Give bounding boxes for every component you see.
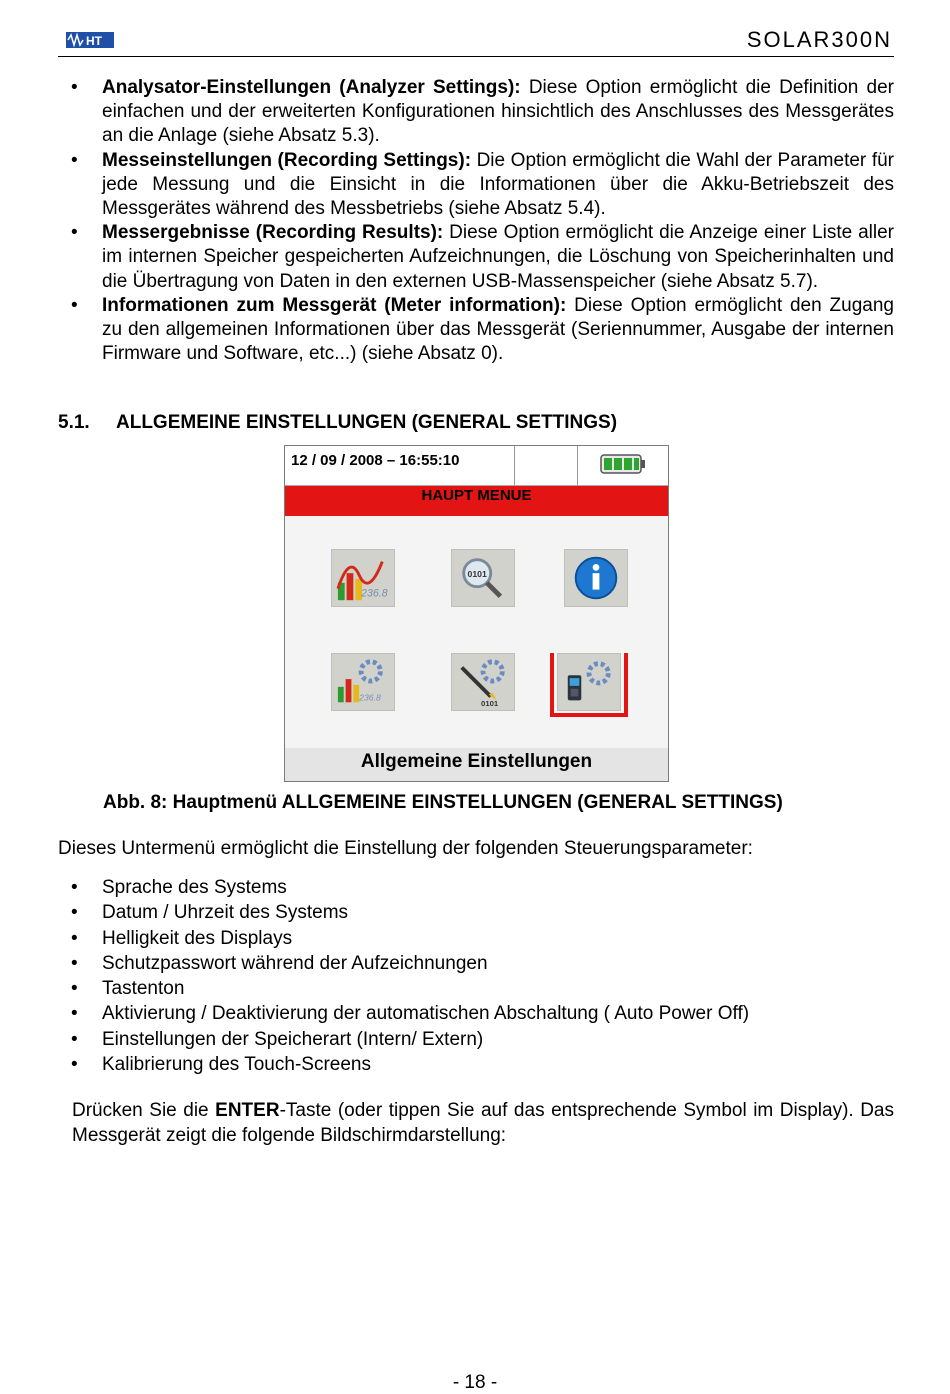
instruction-paragraph: Drücken Sie die ENTER-Taste (oder tippen Sie auf das entsprechende Symbol im Display). Das Messgerät zeigt die folgende Bildschirmdarstellung: — [72, 1100, 894, 1146]
logo-text: HT — [86, 34, 102, 48]
list-item: • Informationen zum Messgerät (Meter information): Diese Option ermöglicht den Zugang zu den allgemeinen Informationen über das Messgerät (Seriennummer, Ausgabe der internen Firmware und Software, etc...) (siehe Absatz 0). — [58, 294, 894, 367]
selected-item-label: Allgemeine Einstellungen — [360, 751, 593, 772]
list-item: • Schutzpasswort während der Aufzeichnungen — [58, 951, 894, 976]
section-number: 5.1. — [58, 412, 90, 433]
ht-logo-icon — [66, 32, 114, 48]
list-item: • Tastenton — [58, 976, 894, 1001]
list-item: • Datum / Uhrzeit des Systems — [58, 900, 894, 925]
svg-text:236.8: 236.8 — [359, 692, 381, 703]
figure-caption: Abb. 8: Hauptmenü ALLGEMEINE EINSTELLUNGEN (GENERAL SETTINGS) — [103, 792, 783, 813]
selection-highlight — [550, 653, 628, 717]
intro-text: Dieses Untermenü ermöglicht die Einstellung der folgenden Steuerungsparameter: — [58, 838, 753, 859]
settings-list — [58, 875, 894, 1077]
recording-settings-icon[interactable] — [451, 653, 515, 711]
svg-text:0101: 0101 — [481, 699, 499, 709]
list-item: • Einstellungen der Speicherart (Intern/ Extern) — [58, 1027, 894, 1052]
divider — [514, 446, 515, 485]
list-item: • Aktivierung / Deaktivierung der automatischen Abschaltung ( Auto Power Off) — [58, 1001, 894, 1026]
divider — [577, 446, 578, 485]
analyzer-chart-icon[interactable] — [331, 549, 395, 607]
list-item: • Helligkeit des Displays — [58, 926, 894, 951]
page-number: - 18 - — [452, 1372, 498, 1393]
recording-results-icon[interactable] — [451, 549, 515, 607]
svg-text:236.8: 236.8 — [361, 587, 388, 600]
battery-icon — [599, 451, 647, 477]
section-heading — [58, 410, 617, 436]
device-screen — [284, 445, 669, 782]
options-list — [58, 76, 894, 366]
status-bar — [285, 446, 668, 486]
enter-key-label: ENTER — [215, 1100, 280, 1121]
list-item: • Messergebnisse (Recording Results): Diese Option ermöglicht die Anzeige einer Liste aller im internen Speicher gespeicherten Aufzeichnungen, die Löschung von Speicherinhalten und die Übertragung von Daten in den externen USB-Massenspeicher (siehe Absatz 5.7). — [58, 221, 894, 294]
analyzer-settings-icon[interactable] — [331, 653, 395, 711]
list-item: • Messeinstellungen (Recording Settings): Die Option ermöglicht die Wahl der Parameter für jede Messung und die Einsicht in die Informationen über die Akku-Betriebszeit des Messgerätes während des Messbetriebs (siehe Absatz 5.4). — [58, 149, 894, 222]
menu-title: HAUPT MENUE — [421, 487, 532, 504]
list-item: • Analysator-Einstellungen (Analyzer Settings): Diese Option ermöglicht die Definition der einfachen und der erweiterten Konfigurationen hinsichtlich des Anschlusses des Messgerätes an die Anlage (siehe Absatz 5.3). — [58, 76, 894, 149]
meter-info-icon[interactable] — [564, 549, 628, 607]
datetime-display: 12 / 09 / 2008 – 16:55:10 — [291, 452, 460, 469]
list-item: • Sprache des Systems — [58, 875, 894, 900]
svg-text:0101: 0101 — [467, 569, 487, 580]
page-header — [58, 24, 894, 57]
section-title: ALLGEMEINE EINSTELLUNGEN (GENERAL SETTINGS) — [116, 412, 618, 433]
list-item: • Kalibrierung des Touch-Screens — [58, 1052, 894, 1077]
model-name: SOLAR300N — [746, 27, 892, 52]
